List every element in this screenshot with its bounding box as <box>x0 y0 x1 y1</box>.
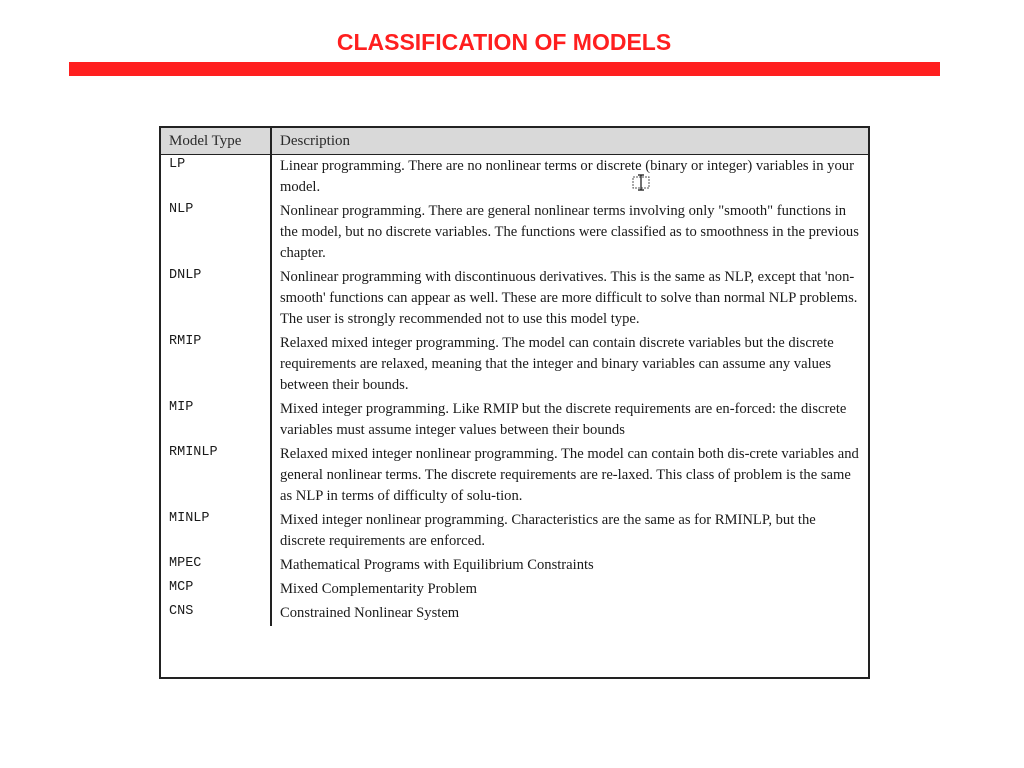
description-cell: Mixed Complementarity Problem <box>280 581 477 597</box>
table-header-row <box>161 128 868 155</box>
model-type-cell: MCP <box>161 578 271 602</box>
model-type-cell: MINLP <box>161 509 271 554</box>
header-model-type: Model Type <box>161 128 271 155</box>
model-type-cell: MPEC <box>161 554 271 578</box>
slide-title: CLASSIFICATION OF MODELS <box>336 29 672 55</box>
model-type-cell: MIP <box>161 398 271 443</box>
title-underline-bar <box>69 62 940 76</box>
description-cell: Linear programming. There are no nonlinear terms or discrete (binary or integer) variables in your model. <box>280 158 854 195</box>
table-row <box>161 554 868 578</box>
table-row <box>161 602 868 626</box>
model-type-cell: LP <box>161 155 271 201</box>
text-cursor-icon <box>632 174 650 191</box>
table-row <box>161 509 868 554</box>
description-cell: Nonlinear programming with discontinuous derivatives. This is the same as NLP, except that 'non-smooth' functions can appear as well. These are more difficult to solve than normal NLP problems. The user is strongly recommended not to use this model type. <box>280 269 858 327</box>
model-type-cell: CNS <box>161 602 271 626</box>
model-classification-table <box>161 128 868 626</box>
model-type-cell: DNLP <box>161 266 271 332</box>
header-description: Description <box>271 128 868 155</box>
model-type-cell: RMINLP <box>161 443 271 509</box>
table-row <box>161 578 868 602</box>
table-row <box>161 332 868 398</box>
model-classification-table-frame <box>159 126 870 679</box>
model-type-cell: RMIP <box>161 332 271 398</box>
description-cell: Mixed integer programming. Like RMIP but the discrete requirements are en-forced: the discrete variables must assume integer values between their bounds <box>280 401 847 438</box>
description-cell: Nonlinear programming. There are general nonlinear terms involving only "smooth" functions in the model, but no discrete variables. The functions were classified as to smoothness in the previous chapter. <box>280 203 859 261</box>
table-row <box>161 398 868 443</box>
table-row <box>161 155 868 201</box>
table-row <box>161 266 868 332</box>
model-type-cell: NLP <box>161 200 271 266</box>
description-cell: Relaxed mixed integer programming. The model can contain discrete variables but the discrete requirements are relaxed, meaning that the integer and binary variables can assume any values between their bounds. <box>280 335 834 393</box>
table-row <box>161 443 868 509</box>
description-cell: Mixed integer nonlinear programming. Characteristics are the same as for RMINLP, but the discrete requirements are enforced. <box>280 512 816 549</box>
description-cell: Constrained Nonlinear System <box>280 605 460 621</box>
description-cell: Mathematical Programs with Equilibrium Constraints <box>280 557 594 573</box>
description-cell: Relaxed mixed integer nonlinear programming. The model can contain both dis-crete variables and general nonlinear terms. The discrete requirements are re-laxed. This class of problem is the same as NLP in terms of difficulty of solu-tion. <box>280 446 859 504</box>
table-row <box>161 200 868 266</box>
